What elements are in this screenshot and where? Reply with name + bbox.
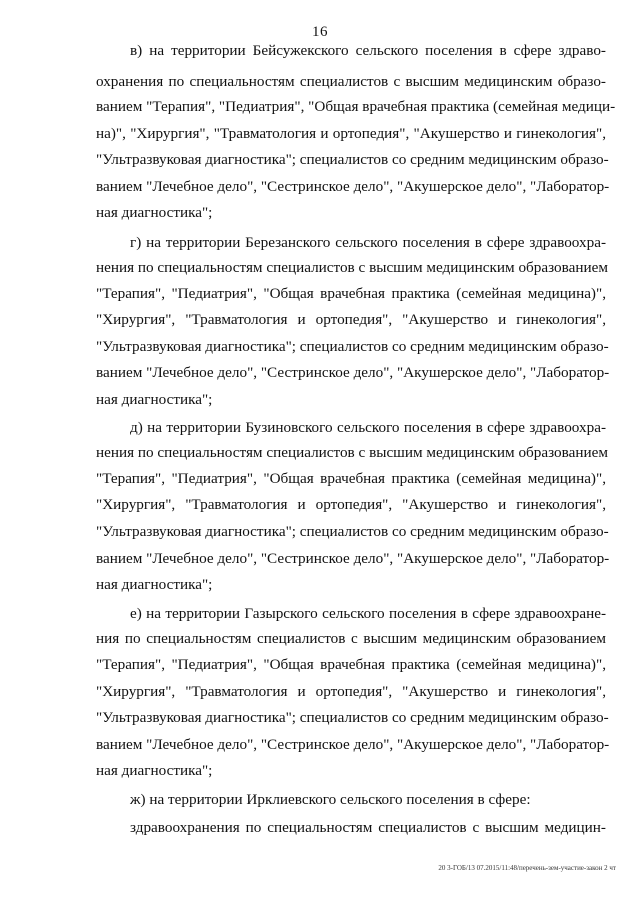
text-line: ванием "Лечебное дело", "Сестринское дело", "Акушерское дело", "Лаборатор-	[96, 736, 610, 753]
text-line: "Хирургия", "Травматология и ортопедия", "Акушерство и гинекология",	[96, 683, 606, 700]
text-line: "Терапия", "Педиатрия", "Общая врачебная практика (семейная медицина)",	[96, 656, 606, 673]
text-line: ная диагностика";	[96, 204, 213, 221]
text-line: ж) на территории Ирклиевского сельского поселения в сфере:	[130, 791, 531, 808]
text-line: "Терапия", "Педиатрия", "Общая врачебная практика (семейная медицина)",	[96, 470, 606, 487]
text-line: г) на территории Березанского сельского поселения в сфере здравоохра-	[130, 234, 606, 251]
text-line: здравоохранения по специальностям специалистов с высшим медицин-	[130, 819, 606, 836]
text-line: "Терапия", "Педиатрия", "Общая врачебная практика (семейная медицина)",	[96, 285, 606, 302]
text-line: ванием "Лечебное дело", "Сестринское дело", "Акушерское дело", "Лаборатор-	[96, 550, 610, 567]
page-number: 16	[312, 24, 328, 40]
text-line: охранения по специальностям специалистов с высшим медицинским образо-	[96, 73, 606, 90]
text-line: "Хирургия", "Травматология и ортопедия", "Акушерство и гинекология",	[96, 311, 606, 328]
text-line: "Хирургия", "Травматология и ортопедия", "Акушерство и гинекология",	[96, 496, 606, 513]
text-line: на)", "Хирургия", "Травматология и ортопедия", "Акушерство и гинекология",	[96, 125, 606, 142]
text-line: ванием "Терапия", "Педиатрия", "Общая врачебная практика (семейная медици-	[96, 98, 616, 115]
text-line: д) на территории Бузиновского сельского поселения в сфере здравоохра-	[130, 419, 606, 436]
text-line: ванием "Лечебное дело", "Сестринское дело", "Акушерское дело", "Лаборатор-	[96, 178, 610, 195]
text-line: ванием "Лечебное дело", "Сестринское дело", "Акушерское дело", "Лаборатор-	[96, 364, 610, 381]
text-line: "Ультразвуковая диагностика"; специалистов со средним медицинским образо-	[96, 338, 609, 355]
document-footer-code: 20 3-ГОБ/13 07.2015/11:48/перечень-зем-участие-закон 2 чт	[438, 864, 616, 872]
text-line: "Ультразвуковая диагностика"; специалистов со средним медицинским образо-	[96, 709, 609, 726]
text-line: нения по специальностям специалистов с высшим медицинским образованием	[96, 259, 608, 276]
text-line: ная диагностика";	[96, 391, 213, 408]
text-line: ная диагностика";	[96, 576, 213, 593]
text-line: нения по специальностям специалистов с высшим медицинским образованием	[96, 444, 608, 461]
text-line: "Ультразвуковая диагностика"; специалистов со средним медицинским образо-	[96, 523, 609, 540]
text-line: ная диагностика";	[96, 762, 213, 779]
text-line: е) на территории Газырского сельского поселения в сфере здравоохране-	[130, 605, 606, 622]
text-line: "Ультразвуковая диагностика"; специалистов со средним медицинским образо-	[96, 151, 609, 168]
text-line: в) на территории Бейсужекского сельского поселения в сфере здраво-	[130, 42, 606, 59]
text-line: ния по специальностям специалистов с высшим медицинским образованием	[96, 630, 606, 647]
